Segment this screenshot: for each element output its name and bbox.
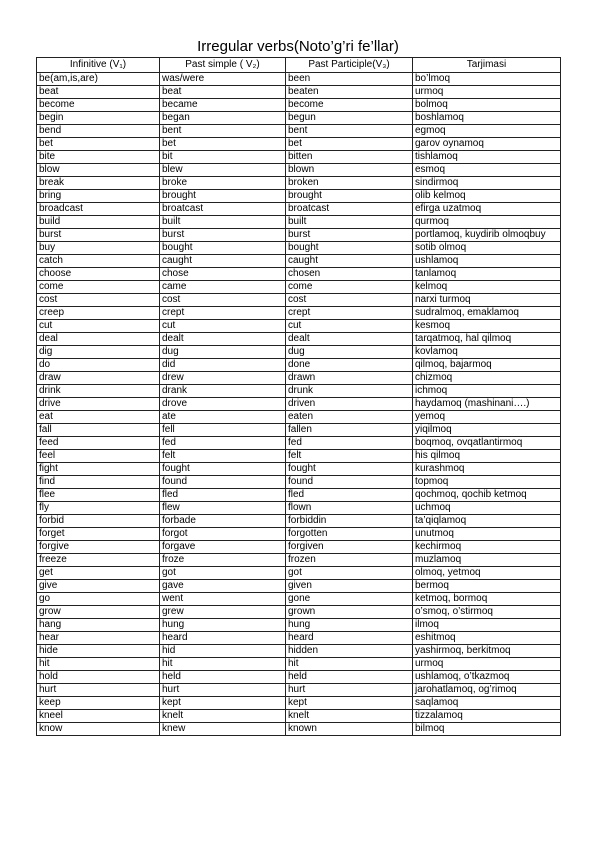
past-participle-cell: fallen <box>286 424 413 437</box>
past-simple-cell: was/were <box>160 73 286 86</box>
table-row <box>37 489 561 502</box>
past-simple-cell: ate <box>160 411 286 424</box>
table-row <box>37 99 561 112</box>
past-simple-cell: began <box>160 112 286 125</box>
translation-cell: kovlamoq <box>413 346 561 359</box>
past-participle-cell: gone <box>286 593 413 606</box>
past-simple-cell: dealt <box>160 333 286 346</box>
infinitive-cell: forbid <box>37 515 160 528</box>
translation-cell: bilmoq <box>413 723 561 736</box>
translation-cell: qochmoq, qochib ketmoq <box>413 489 561 502</box>
past-simple-cell: found <box>160 476 286 489</box>
past-simple-cell: held <box>160 671 286 684</box>
translation-cell: tarqatmoq, hal qilmoq <box>413 333 561 346</box>
past-simple-cell: brought <box>160 190 286 203</box>
infinitive-cell: know <box>37 723 160 736</box>
table-row <box>37 281 561 294</box>
past-simple-cell: hid <box>160 645 286 658</box>
past-participle-cell: come <box>286 281 413 294</box>
past-simple-cell: hung <box>160 619 286 632</box>
translation-cell: boqmoq, ovqatlantirmoq <box>413 437 561 450</box>
translation-cell: urmoq <box>413 658 561 671</box>
past-participle-cell: dug <box>286 346 413 359</box>
infinitive-cell: dig <box>37 346 160 359</box>
header-past-simple: Past simple ( V₂) <box>160 58 286 73</box>
infinitive-cell: cost <box>37 294 160 307</box>
past-simple-cell: fled <box>160 489 286 502</box>
translation-cell: urmoq <box>413 86 561 99</box>
table-row <box>37 554 561 567</box>
infinitive-cell: bend <box>37 125 160 138</box>
infinitive-cell: come <box>37 281 160 294</box>
table-row <box>37 710 561 723</box>
past-participle-cell: been <box>286 73 413 86</box>
past-simple-cell: fed <box>160 437 286 450</box>
infinitive-cell: kneel <box>37 710 160 723</box>
infinitive-cell: blow <box>37 164 160 177</box>
table-row <box>37 476 561 489</box>
past-simple-cell: got <box>160 567 286 580</box>
past-simple-cell: blew <box>160 164 286 177</box>
infinitive-cell: break <box>37 177 160 190</box>
table-row <box>37 619 561 632</box>
past-participle-cell: hung <box>286 619 413 632</box>
infinitive-cell: hit <box>37 658 160 671</box>
infinitive-cell: forget <box>37 528 160 541</box>
translation-cell: ta’qiqlamoq <box>413 515 561 528</box>
past-simple-cell: fought <box>160 463 286 476</box>
past-simple-cell: bent <box>160 125 286 138</box>
table-row <box>37 138 561 151</box>
translation-cell: boshlamoq <box>413 112 561 125</box>
infinitive-cell: bite <box>37 151 160 164</box>
past-simple-cell: caught <box>160 255 286 268</box>
past-simple-cell: beat <box>160 86 286 99</box>
past-simple-cell: forgot <box>160 528 286 541</box>
translation-cell: sotib olmoq <box>413 242 561 255</box>
infinitive-cell: go <box>37 593 160 606</box>
translation-cell: kurashmoq <box>413 463 561 476</box>
infinitive-cell: give <box>37 580 160 593</box>
translation-cell: kesmoq <box>413 320 561 333</box>
past-participle-cell: burst <box>286 229 413 242</box>
table-row <box>37 125 561 138</box>
past-participle-cell: done <box>286 359 413 372</box>
infinitive-cell: be(am,is,are) <box>37 73 160 86</box>
past-participle-cell: become <box>286 99 413 112</box>
past-simple-cell: hit <box>160 658 286 671</box>
past-participle-cell: frozen <box>286 554 413 567</box>
table-row <box>37 255 561 268</box>
past-participle-cell: bitten <box>286 151 413 164</box>
table-row <box>37 580 561 593</box>
infinitive-cell: hang <box>37 619 160 632</box>
past-simple-cell: fell <box>160 424 286 437</box>
infinitive-cell: drink <box>37 385 160 398</box>
past-participle-cell: hit <box>286 658 413 671</box>
table-row <box>37 723 561 736</box>
table-row <box>37 216 561 229</box>
translation-cell: yashirmoq, berkitmoq <box>413 645 561 658</box>
table-row <box>37 346 561 359</box>
infinitive-cell: build <box>37 216 160 229</box>
translation-cell: jarohatlamoq, og’rimoq <box>413 684 561 697</box>
past-participle-cell: drunk <box>286 385 413 398</box>
infinitive-cell: hide <box>37 645 160 658</box>
infinitive-cell: keep <box>37 697 160 710</box>
past-participle-cell: found <box>286 476 413 489</box>
header-infinitive: Infinitive (V₁) <box>37 58 160 73</box>
infinitive-cell: deal <box>37 333 160 346</box>
infinitive-cell: get <box>37 567 160 580</box>
translation-cell: bolmoq <box>413 99 561 112</box>
past-simple-cell: drew <box>160 372 286 385</box>
table-row <box>37 164 561 177</box>
page-title: Irregular verbs(Noto’g’ri fe’llar) <box>197 38 399 55</box>
table-row <box>37 567 561 580</box>
past-simple-cell: forbade <box>160 515 286 528</box>
translation-cell: sindirmoq <box>413 177 561 190</box>
table-row <box>37 151 561 164</box>
translation-cell: tizzalamoq <box>413 710 561 723</box>
translation-cell: portlamoq, kuydirib olmoqbuy <box>413 229 561 242</box>
past-participle-cell: brought <box>286 190 413 203</box>
table-row <box>37 593 561 606</box>
table-row <box>37 502 561 515</box>
translation-cell: narxi turmoq <box>413 294 561 307</box>
past-participle-cell: held <box>286 671 413 684</box>
past-simple-cell: broke <box>160 177 286 190</box>
translation-cell: garov oynamoq <box>413 138 561 151</box>
past-simple-cell: froze <box>160 554 286 567</box>
past-simple-cell: burst <box>160 229 286 242</box>
infinitive-cell: freeze <box>37 554 160 567</box>
table-row <box>37 333 561 346</box>
infinitive-cell: burst <box>37 229 160 242</box>
past-simple-cell: bit <box>160 151 286 164</box>
infinitive-cell: drive <box>37 398 160 411</box>
past-participle-cell: forgiven <box>286 541 413 554</box>
infinitive-cell: choose <box>37 268 160 281</box>
table-row <box>37 398 561 411</box>
translation-cell: qilmoq, bajarmoq <box>413 359 561 372</box>
header-past-participle: Past Participle(V₃) <box>286 58 413 73</box>
past-participle-cell: broken <box>286 177 413 190</box>
past-simple-cell: cut <box>160 320 286 333</box>
translation-cell: ushlamoq <box>413 255 561 268</box>
table-row <box>37 268 561 281</box>
past-participle-cell: bought <box>286 242 413 255</box>
past-participle-cell: grown <box>286 606 413 619</box>
past-participle-cell: drawn <box>286 372 413 385</box>
past-participle-cell: dealt <box>286 333 413 346</box>
infinitive-cell: fall <box>37 424 160 437</box>
translation-cell: ushlamoq, o’tkazmoq <box>413 671 561 684</box>
translation-cell: unutmoq <box>413 528 561 541</box>
past-simple-cell: bet <box>160 138 286 151</box>
past-participle-cell: cut <box>286 320 413 333</box>
infinitive-cell: hold <box>37 671 160 684</box>
past-participle-cell: chosen <box>286 268 413 281</box>
table-row <box>37 73 561 86</box>
table-row <box>37 203 561 216</box>
table-row <box>37 450 561 463</box>
infinitive-cell: bring <box>37 190 160 203</box>
infinitive-cell: forgive <box>37 541 160 554</box>
past-participle-cell: bent <box>286 125 413 138</box>
translation-cell: egmoq <box>413 125 561 138</box>
infinitive-cell: cut <box>37 320 160 333</box>
past-participle-cell: beaten <box>286 86 413 99</box>
translation-cell: qurmoq <box>413 216 561 229</box>
infinitive-cell: eat <box>37 411 160 424</box>
translation-cell: tishlamoq <box>413 151 561 164</box>
table-row <box>37 463 561 476</box>
translation-cell: muzlamoq <box>413 554 561 567</box>
past-participle-cell: felt <box>286 450 413 463</box>
translation-cell: olib kelmoq <box>413 190 561 203</box>
table-row <box>37 671 561 684</box>
infinitive-cell: buy <box>37 242 160 255</box>
translation-cell: yiqilmoq <box>413 424 561 437</box>
translation-cell: sudralmoq, emaklamoq <box>413 307 561 320</box>
translation-cell: efirga uzatmoq <box>413 203 561 216</box>
infinitive-cell: flee <box>37 489 160 502</box>
translation-cell: his qilmoq <box>413 450 561 463</box>
infinitive-cell: catch <box>37 255 160 268</box>
table-row <box>37 515 561 528</box>
past-participle-cell: given <box>286 580 413 593</box>
past-simple-cell: dug <box>160 346 286 359</box>
past-participle-cell: blown <box>286 164 413 177</box>
table-row <box>37 385 561 398</box>
infinitive-cell: become <box>37 99 160 112</box>
table-row <box>37 411 561 424</box>
past-participle-cell: knelt <box>286 710 413 723</box>
translation-cell: kechirmoq <box>413 541 561 554</box>
translation-cell: uchmoq <box>413 502 561 515</box>
translation-cell: haydamoq (mashinani….) <box>413 398 561 411</box>
table-row <box>37 437 561 450</box>
table-row <box>37 606 561 619</box>
past-participle-cell: fed <box>286 437 413 450</box>
past-simple-cell: did <box>160 359 286 372</box>
infinitive-cell: fly <box>37 502 160 515</box>
past-participle-cell: forgotten <box>286 528 413 541</box>
past-participle-cell: crept <box>286 307 413 320</box>
past-simple-cell: drank <box>160 385 286 398</box>
infinitive-cell: begin <box>37 112 160 125</box>
table-row <box>37 528 561 541</box>
translation-cell: bermoq <box>413 580 561 593</box>
translation-cell: ilmoq <box>413 619 561 632</box>
past-participle-cell: kept <box>286 697 413 710</box>
past-participle-cell: eaten <box>286 411 413 424</box>
past-participle-cell: broatcast <box>286 203 413 216</box>
translation-cell: topmoq <box>413 476 561 489</box>
infinitive-cell: do <box>37 359 160 372</box>
table-row <box>37 242 561 255</box>
past-simple-cell: came <box>160 281 286 294</box>
past-participle-cell: built <box>286 216 413 229</box>
past-simple-cell: built <box>160 216 286 229</box>
translation-cell: esmoq <box>413 164 561 177</box>
infinitive-cell: feed <box>37 437 160 450</box>
past-participle-cell: heard <box>286 632 413 645</box>
past-simple-cell: went <box>160 593 286 606</box>
translation-cell: bo’lmoq <box>413 73 561 86</box>
table-row <box>37 190 561 203</box>
past-simple-cell: bought <box>160 242 286 255</box>
translation-cell: yemoq <box>413 411 561 424</box>
table-body <box>37 73 561 736</box>
table-row <box>37 359 561 372</box>
past-participle-cell: flown <box>286 502 413 515</box>
infinitive-cell: find <box>37 476 160 489</box>
past-participle-cell: got <box>286 567 413 580</box>
past-simple-cell: knelt <box>160 710 286 723</box>
table-row <box>37 658 561 671</box>
past-simple-cell: knew <box>160 723 286 736</box>
translation-cell: ketmoq, bormoq <box>413 593 561 606</box>
table-row <box>37 697 561 710</box>
past-participle-cell: bet <box>286 138 413 151</box>
past-participle-cell: caught <box>286 255 413 268</box>
past-simple-cell: crept <box>160 307 286 320</box>
past-simple-cell: flew <box>160 502 286 515</box>
table-row <box>37 307 561 320</box>
table-row <box>37 632 561 645</box>
translation-cell: tanlamoq <box>413 268 561 281</box>
past-simple-cell: kept <box>160 697 286 710</box>
infinitive-cell: hurt <box>37 684 160 697</box>
past-participle-cell: fled <box>286 489 413 502</box>
infinitive-cell: bet <box>37 138 160 151</box>
past-participle-cell: begun <box>286 112 413 125</box>
infinitive-cell: beat <box>37 86 160 99</box>
past-participle-cell: hidden <box>286 645 413 658</box>
table-row <box>37 684 561 697</box>
past-simple-cell: grew <box>160 606 286 619</box>
past-simple-cell: drove <box>160 398 286 411</box>
past-participle-cell: driven <box>286 398 413 411</box>
past-simple-cell: hurt <box>160 684 286 697</box>
infinitive-cell: broadcast <box>37 203 160 216</box>
table-row <box>37 294 561 307</box>
past-participle-cell: known <box>286 723 413 736</box>
infinitive-cell: fight <box>37 463 160 476</box>
translation-cell: olmoq, yetmoq <box>413 567 561 580</box>
past-simple-cell: became <box>160 99 286 112</box>
table-row <box>37 372 561 385</box>
translation-cell: eshitmoq <box>413 632 561 645</box>
past-simple-cell: felt <box>160 450 286 463</box>
translation-cell: o’smoq, o’stirmoq <box>413 606 561 619</box>
past-simple-cell: broatcast <box>160 203 286 216</box>
table-row <box>37 86 561 99</box>
translation-cell: saqlamoq <box>413 697 561 710</box>
past-participle-cell: cost <box>286 294 413 307</box>
table-row <box>37 541 561 554</box>
infinitive-cell: grow <box>37 606 160 619</box>
table-row <box>37 229 561 242</box>
past-simple-cell: forgave <box>160 541 286 554</box>
infinitive-cell: feel <box>37 450 160 463</box>
table-row <box>37 645 561 658</box>
past-participle-cell: forbiddin <box>286 515 413 528</box>
table-row <box>37 177 561 190</box>
past-simple-cell: heard <box>160 632 286 645</box>
past-participle-cell: fought <box>286 463 413 476</box>
infinitive-cell: creep <box>37 307 160 320</box>
header-translation: Tarjimasi <box>413 58 561 73</box>
translation-cell: kelmoq <box>413 281 561 294</box>
irregular-verbs-table <box>36 57 561 736</box>
past-simple-cell: gave <box>160 580 286 593</box>
translation-cell: ichmoq <box>413 385 561 398</box>
past-participle-cell: hurt <box>286 684 413 697</box>
table-row <box>37 424 561 437</box>
infinitive-cell: hear <box>37 632 160 645</box>
table-header-row <box>37 58 561 73</box>
past-simple-cell: chose <box>160 268 286 281</box>
infinitive-cell: draw <box>37 372 160 385</box>
table-row <box>37 112 561 125</box>
translation-cell: chizmoq <box>413 372 561 385</box>
past-simple-cell: cost <box>160 294 286 307</box>
table-row <box>37 320 561 333</box>
